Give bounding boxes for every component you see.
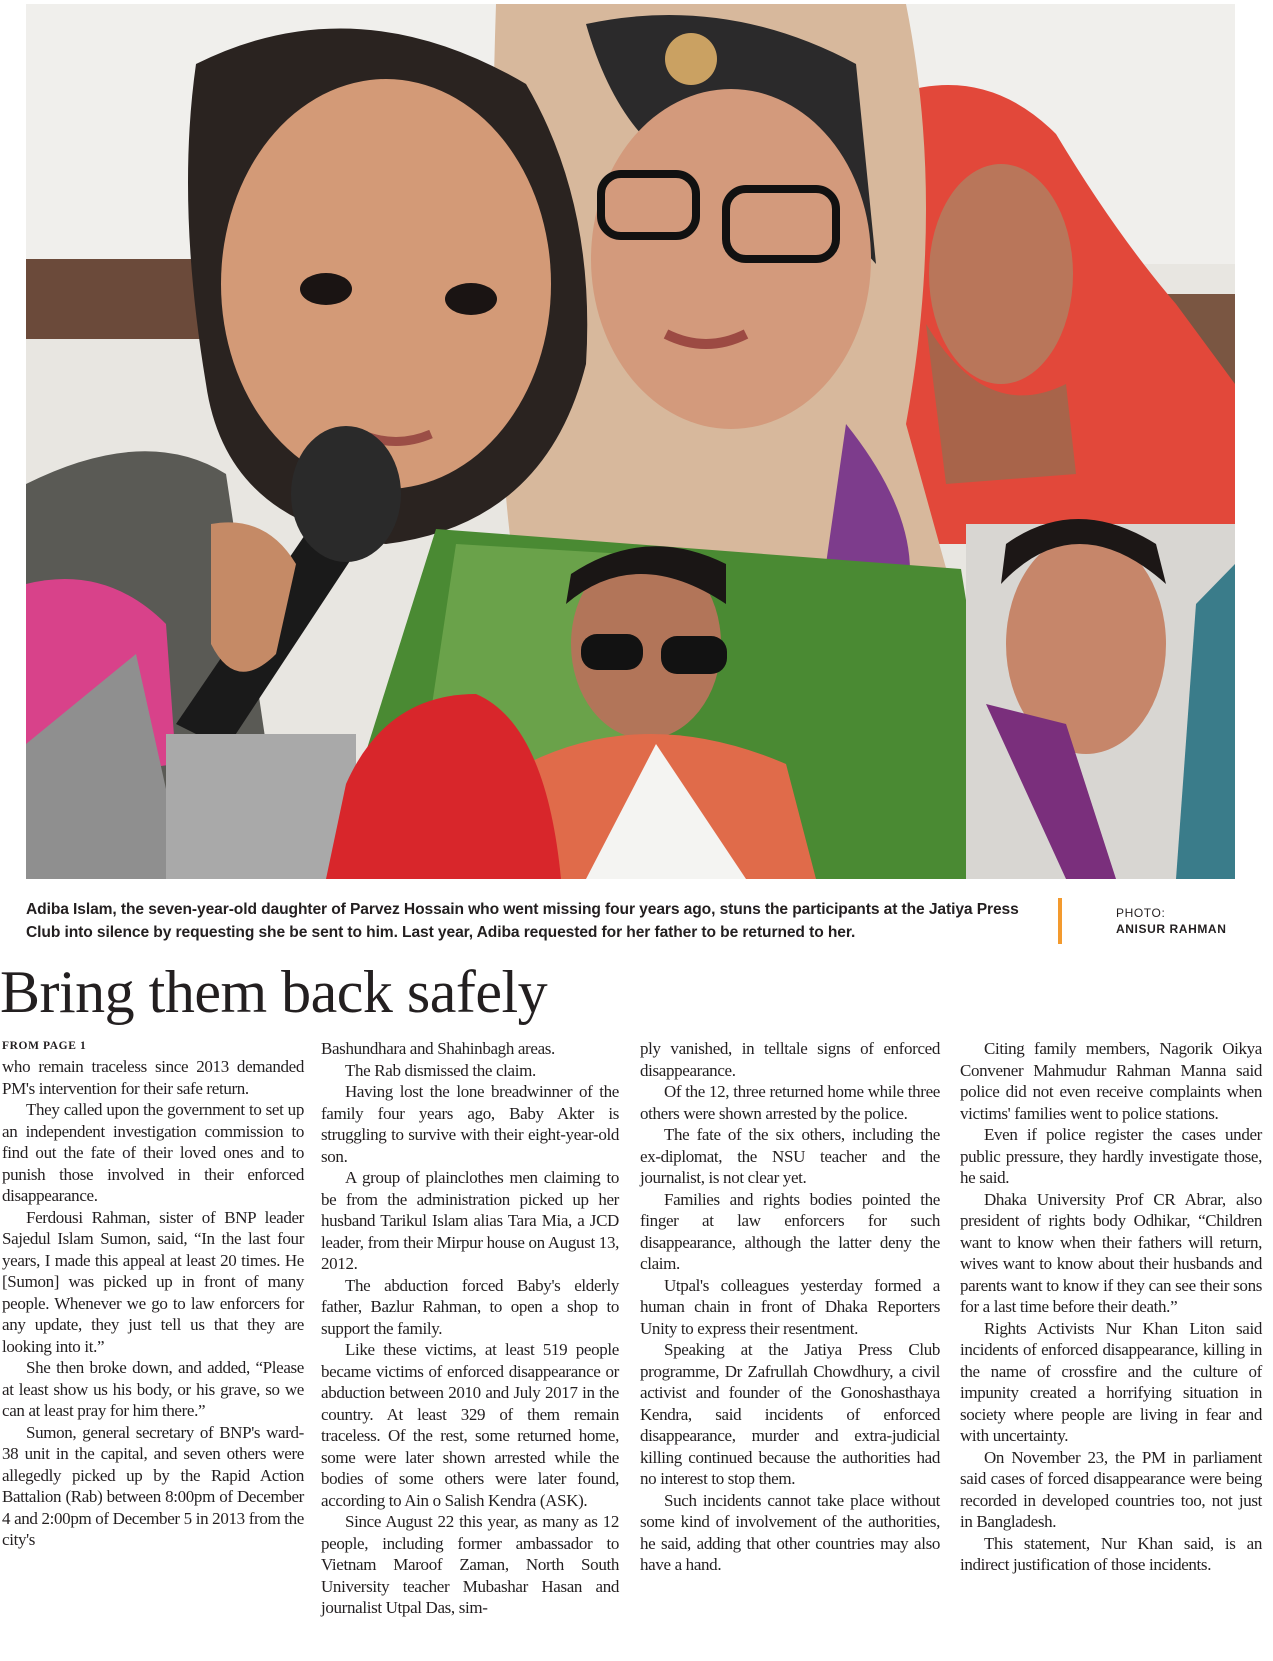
paragraph: Utpal's colleagues yesterday formed a human chain in front of Dhaka Reporters Unity to express their resentment. (640, 1275, 940, 1338)
photo-credit (1116, 905, 1226, 937)
paragraph: This statement, Nur Khan said, is an indirect justification of those incidents. (960, 1533, 1262, 1574)
photo-caption: Adiba Islam, the seven-year-old daughter of Parvez Hossain who went missing four years ago, stuns the participants at the Jatiya Press Club into silence by requesting she be sent to him. Last year, Adiba requested for her father to be returned to her. (26, 901, 1019, 941)
paragraph: Speaking at the Jatiya Press Club programme, Dr Zafrullah Chowdhury, a civil activist and founder of the Gonoshasthaya Kendra, said incidents of enforced disappearance, murder and extra-judicial killing continued because the authorities had no interest to stop them. (640, 1340, 940, 1488)
paragraph: Since August 22 this year, as many as 12 people, including former ambassador to Vietnam Maroof Zaman, North South University teacher Mubashar Hasan and journalist Utpal Das, sim- (321, 1512, 619, 1617)
photo-illustration (26, 4, 1235, 879)
paragraph: Like these victims, at least 519 people became victims of enforced disappearance or abduction between 2010 and July 2017 in the country. At least 329 of them remain traceless. Of the rest, some returned home, some were later shown arrested while the bodies of some others were later found, according to Ain o Salish Kendra (ASK). (321, 1340, 619, 1510)
kicker: FROM PAGE 1 (2, 1040, 87, 1052)
paragraph: Rights Activists Nur Khan Liton said incidents of enforced disappearance, killing in the name of crossfire and the culture of impunity created a horrifying situation in society where people are living in fear and with uncertainty. (960, 1318, 1262, 1445)
photo-credit-label: PHOTO: (1116, 906, 1166, 920)
paragraph: Of the 12, three returned home while three others were shown arrested by the police. (640, 1082, 940, 1123)
paragraph: On November 23, the PM in parliament said cases of forced disappearance were being recorded in developed countries too, not just in Bangladesh. (960, 1447, 1262, 1531)
paragraph: Even if police register the cases under public pressure, they hardly investigate those, he said. (960, 1125, 1262, 1187)
article-column-2 (321, 1038, 619, 1619)
paragraph: The fate of the six others, including the ex-diplomat, the NSU teacher and the journalist, is not clear yet. (640, 1125, 940, 1187)
news-photo (26, 4, 1235, 879)
paragraph: The Rab dismissed the claim. (345, 1060, 536, 1080)
article-column-3 (640, 1038, 940, 1576)
credit-divider (1058, 898, 1062, 944)
paragraph: who remain traceless since 2013 demanded PM's intervention for their safe return. (2, 1057, 304, 1098)
paragraph: Having lost the lone breadwinner of the family four years ago, Baby Akter is struggling to survive with their eight-year-old son. (321, 1082, 619, 1166)
paragraph: Citing family members, Nagorik Oikya Convener Mahmudur Rahman Manna said police did not even receive complaints when victims' families went to police stations. (960, 1039, 1262, 1123)
paragraph: Such incidents cannot take place without some kind of involvement of the authorities, he said, adding that other countries may also have a hand. (640, 1490, 940, 1574)
photo-credit-name: ANISUR RAHMAN (1116, 922, 1227, 936)
paragraph: Ferdousi Rahman, sister of BNP leader Sajedul Islam Sumon, said, “In the last four years, I made this appeal at least 20 times. He [Sumon] was picked up in front of many people. Whenever we go to law enforcers for any update, they just tell us that they are looking into it.” (2, 1207, 304, 1356)
article-headline: Bring them back safely (0, 959, 548, 1025)
article-column-4 (960, 1038, 1262, 1576)
paragraph: Sumon, general secretary of BNP's ward-38 unit in the capital, and seven others were allegedly picked up by the Rapid Action Battalion (Rab) between 8:00pm of December 4 and 2:00pm of December 5 in 2013 from the city's (2, 1422, 304, 1549)
paragraph: Bashundhara and Shahinbagh areas. (321, 1039, 555, 1058)
paragraph: Families and rights bodies pointed the finger at law enforcers for such disappearance, although the latter deny the claim. (640, 1189, 940, 1273)
article-column-1 (2, 1038, 304, 1551)
paragraph: The abduction forced Baby's elderly father, Bazlur Rahman, to open a shop to support the family. (321, 1275, 619, 1338)
paragraph: A group of plainclothes men claiming to be from the administration picked up her husband Tarikul Islam alias Tara Mia, a JCD leader, from their Mirpur house on August 13, 2012. (321, 1168, 619, 1273)
paragraph: Dhaka University Prof CR Abrar, also president of rights body Odhikar, “Children want to know when their fathers will return, wives want to know about their husbands and parents want to know if they can see their sons for a last time before their death.” (960, 1189, 1262, 1316)
paragraph: She then broke down, and added, “Please at least show us his body, or his grave, so we can at least pray for him there.” (2, 1358, 304, 1420)
paragraph: ply vanished, in telltale signs of enforced disappearance. (640, 1039, 940, 1080)
paragraph: They called upon the government to set up an independent investigation commission to find out the fate of their loved ones and to punish those involved in their enforced disappearance. (2, 1100, 304, 1205)
